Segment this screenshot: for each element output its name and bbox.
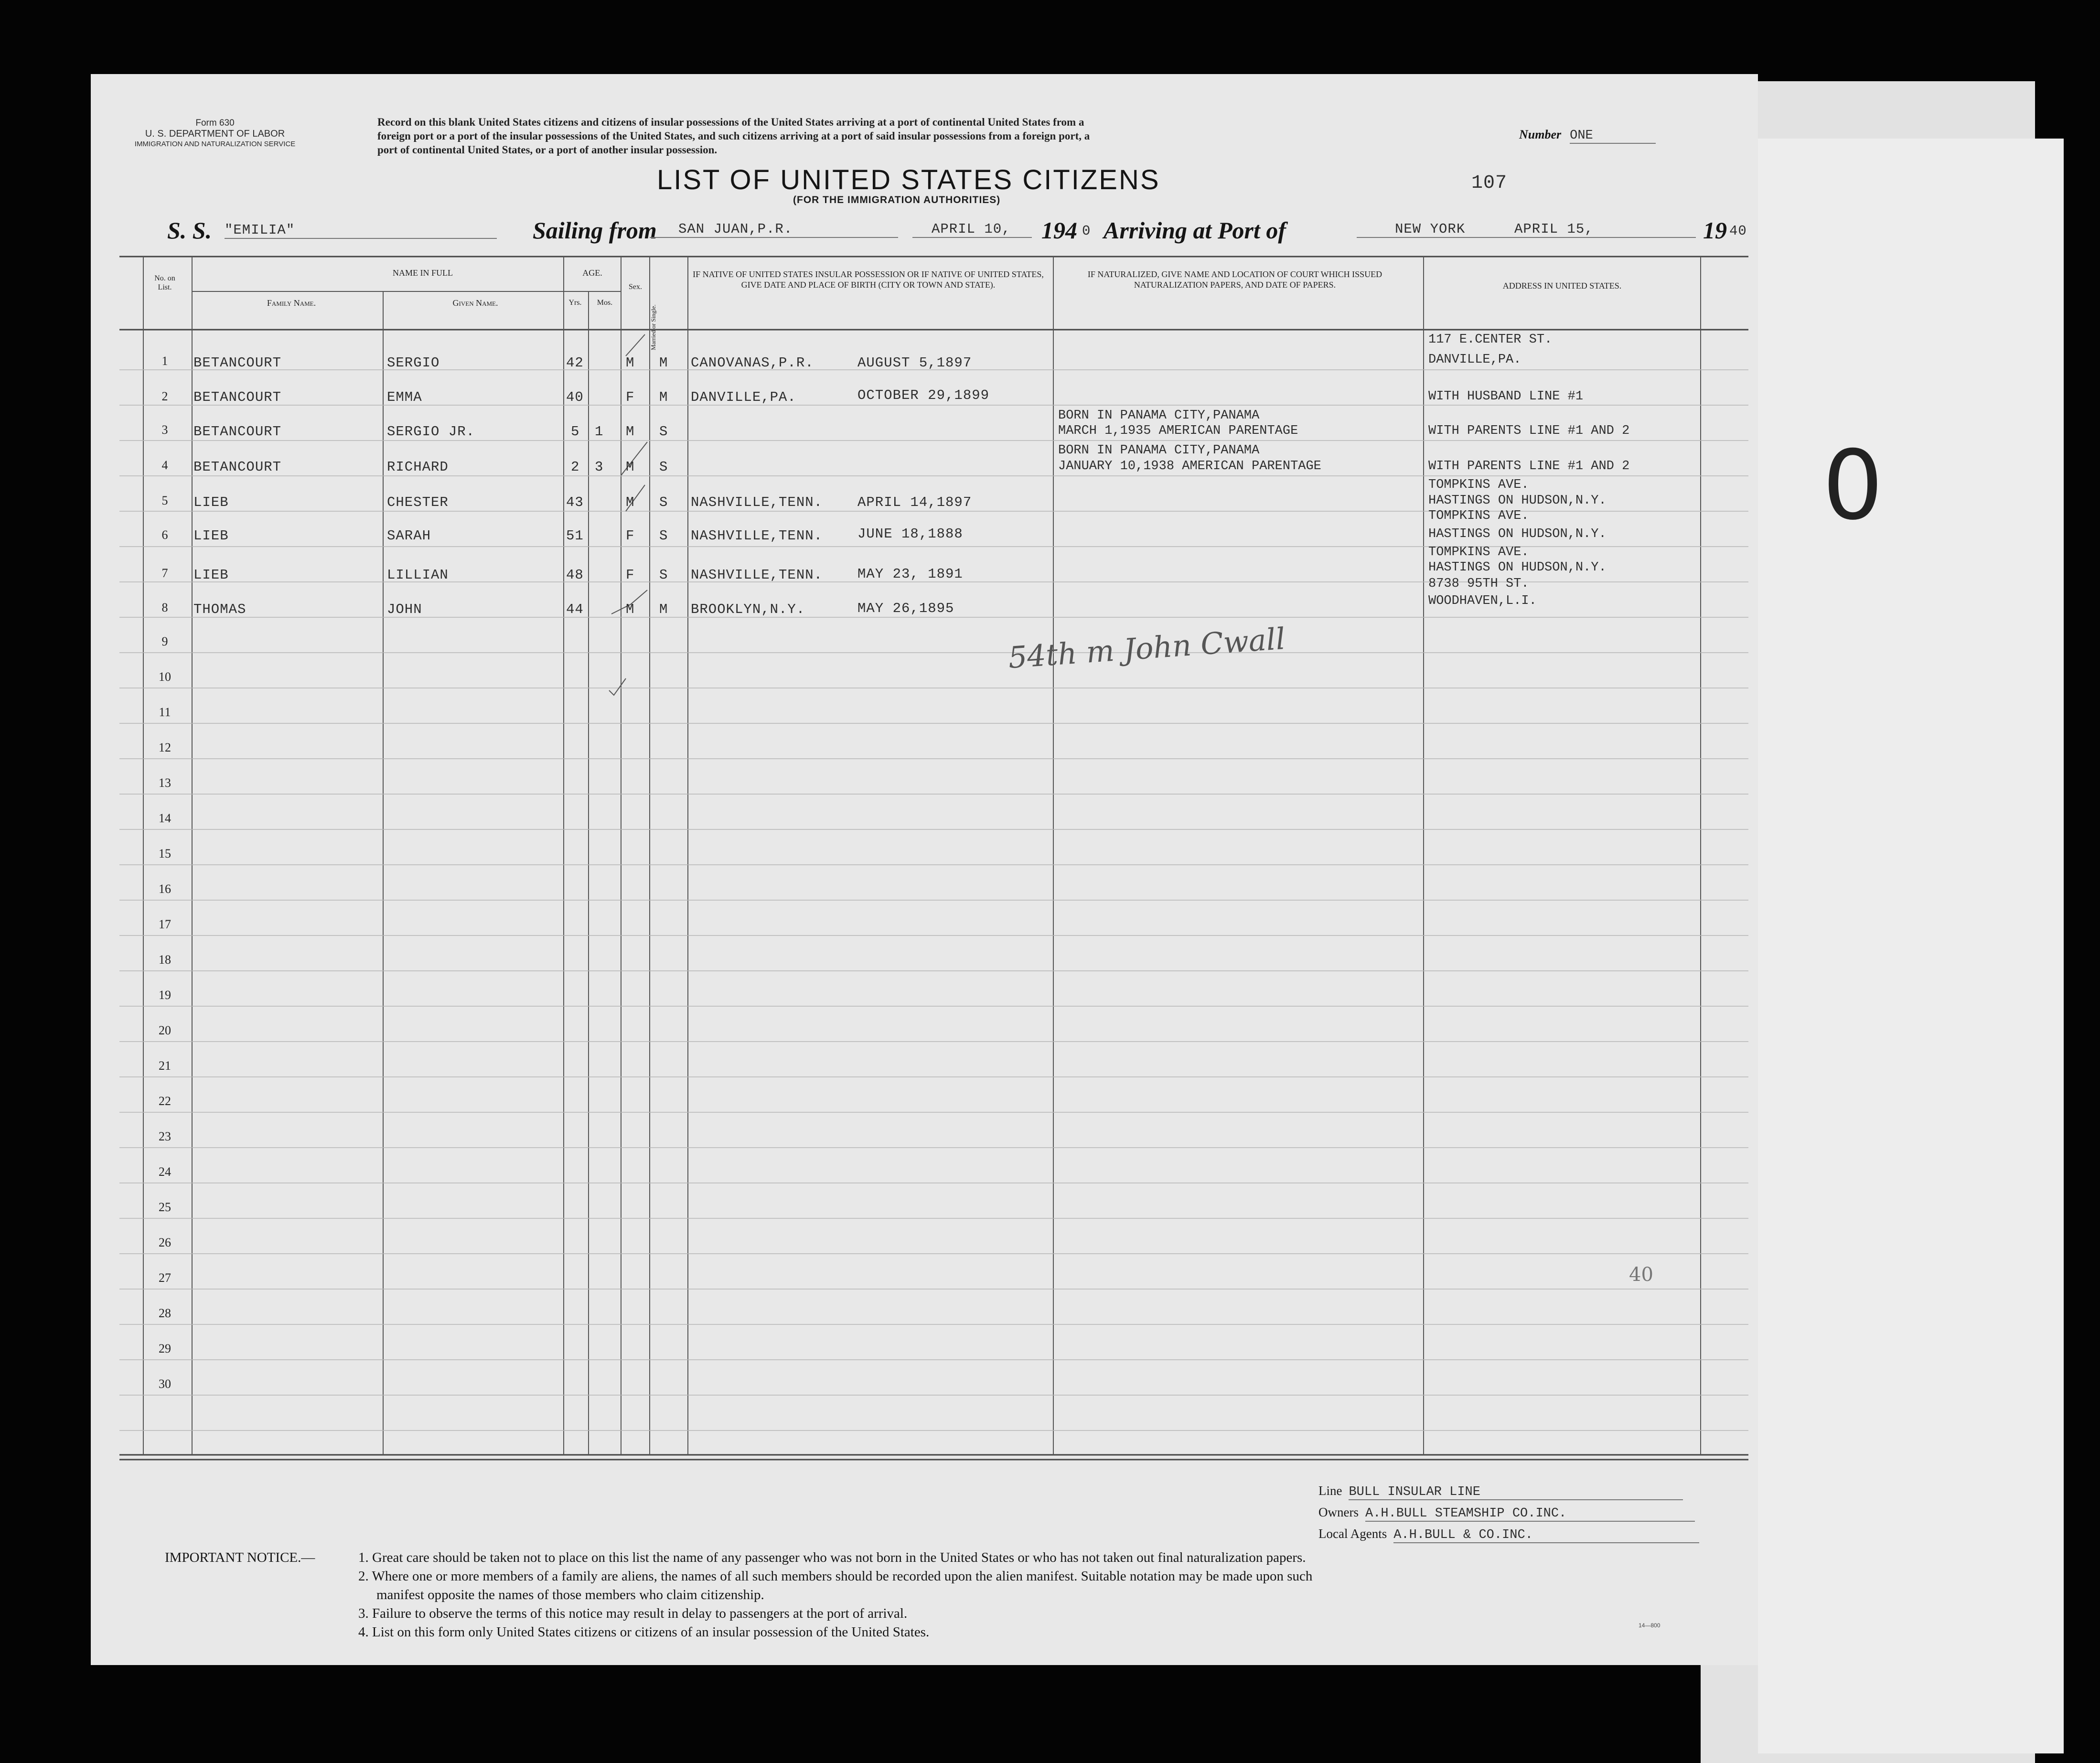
side-number: 40 bbox=[1629, 1264, 1653, 1286]
col-mos: Mos. bbox=[597, 299, 613, 307]
notice-item-4: 4. List on this form only United States citizens or citizens of an insular possession of the United States. bbox=[358, 1624, 930, 1640]
department-name: U. S. DEPARTMENT OF LABOR bbox=[145, 129, 285, 139]
notice-item-3: 3. Failure to observe the terms of this notice may result in delay to passengers at the port of arrival. bbox=[358, 1606, 908, 1621]
row-number: 2 bbox=[161, 389, 168, 403]
row-number: 23 bbox=[159, 1129, 171, 1143]
row-number: 9 bbox=[161, 634, 168, 648]
owners-value: A.H.BULL STEAMSHIP CO.INC. bbox=[1365, 1506, 1695, 1522]
row-number: 27 bbox=[159, 1271, 171, 1285]
ss-label: S. S. bbox=[167, 217, 212, 244]
family-name-cell: BETANCOURT bbox=[193, 424, 282, 440]
address-line-1: TOMPKINS AVE. bbox=[1428, 545, 1529, 559]
agents-field bbox=[1318, 1526, 1699, 1543]
row-number: 22 bbox=[159, 1094, 171, 1108]
given-name-cell: JOHN bbox=[387, 602, 422, 617]
sex-cell: F bbox=[626, 567, 635, 583]
age-years-cell: 5 bbox=[571, 424, 580, 440]
birth-place-cell: DANVILLE,PA. bbox=[691, 389, 796, 405]
arriving-year-prefix: 19 bbox=[1703, 217, 1727, 244]
notice-item-1: 1. Great care should be taken not to place on this list the name of any passenger who was not born in the United States or who has not taken out final naturalization papers. bbox=[358, 1550, 1306, 1565]
birth-place-cell: NASHVILLE,TENN. bbox=[691, 494, 823, 510]
row-number: 19 bbox=[159, 988, 171, 1002]
row-number: 24 bbox=[159, 1165, 171, 1179]
row-number: 5 bbox=[161, 494, 168, 507]
col-address: ADDRESS IN UNITED STATES. bbox=[1502, 281, 1622, 290]
marital-cell: S bbox=[659, 567, 668, 583]
birth-place-cell: BROOKLYN,N.Y. bbox=[691, 602, 805, 617]
sailing-date: APRIL 10, bbox=[912, 221, 1032, 238]
age-years-cell: 43 bbox=[566, 494, 584, 510]
line-label: Line bbox=[1318, 1484, 1342, 1498]
given-name-cell: SERGIO bbox=[387, 355, 440, 371]
sex-cell: M bbox=[626, 355, 635, 371]
row-number: 11 bbox=[159, 705, 171, 719]
marital-cell: S bbox=[659, 528, 668, 544]
birth-place-cell: NASHVILLE,TENN. bbox=[691, 528, 823, 544]
record-line-2: foreign port or a port of the insular possessions of the United States, and such citizens arriving at a port of said insular possessions from a foreign port, a bbox=[377, 130, 1090, 142]
row-number: 21 bbox=[159, 1059, 171, 1073]
line-field bbox=[1318, 1484, 1683, 1500]
marital-cell: M bbox=[659, 389, 668, 405]
print-code: 14—800 bbox=[1639, 1622, 1661, 1629]
row-number: 6 bbox=[161, 528, 168, 542]
address-line-1: 117 E.CENTER ST. bbox=[1428, 333, 1553, 347]
birth-date-cell: MAY 26,1895 bbox=[857, 601, 954, 616]
back-sheet-inner bbox=[1758, 139, 2064, 1753]
address-line-2: HASTINGS ON HUDSON,N.Y. bbox=[1428, 494, 1607, 508]
given-name-cell: CHESTER bbox=[387, 494, 449, 510]
given-name-cell: SARAH bbox=[387, 528, 431, 544]
row-number: 12 bbox=[159, 741, 171, 754]
sex-cell: F bbox=[626, 389, 635, 405]
naturalization-line-2: JANUARY 10,1938 AMERICAN PARENTAGE bbox=[1058, 459, 1321, 473]
row-number: 29 bbox=[159, 1342, 171, 1355]
sailing-year-suffix: 0 bbox=[1082, 223, 1091, 239]
line-value: BULL INSULAR LINE bbox=[1349, 1485, 1683, 1500]
row-number: 30 bbox=[159, 1377, 171, 1391]
sex-cell: M bbox=[626, 602, 635, 617]
page-subtitle: (FOR THE IMMIGRATION AUTHORITIES) bbox=[793, 194, 1001, 205]
marital-cell: M bbox=[659, 355, 668, 371]
row-number: 17 bbox=[159, 917, 171, 931]
row-number: 10 bbox=[159, 670, 171, 684]
col-birth: IF NATIVE OF UNITED STATES INSULAR POSSESSION OR IF NATIVE OF UNITED STATES, GIVE DATE AND PLACE OF BIRTH (CITY OR TOWN AND STATE). bbox=[693, 269, 1044, 290]
ship-name: "EMILIA" bbox=[225, 222, 497, 239]
sex-cell: F bbox=[626, 528, 635, 544]
page-title: LIST OF UNITED STATES CITIZENS bbox=[657, 164, 1160, 195]
address-line-1: TOMPKINS AVE. bbox=[1428, 509, 1529, 523]
birth-date-cell: OCTOBER 29,1899 bbox=[857, 387, 990, 403]
agents-value: A.H.BULL & CO.INC. bbox=[1393, 1528, 1699, 1543]
birth-date-cell: APRIL 14,1897 bbox=[857, 494, 972, 510]
birth-place-cell: NASHVILLE,TENN. bbox=[691, 567, 823, 583]
row-number: 7 bbox=[161, 566, 168, 580]
family-name-cell: BETANCOURT bbox=[193, 389, 282, 405]
page-number: 107 bbox=[1471, 172, 1508, 194]
marital-cell: M bbox=[659, 602, 668, 617]
age-years-cell: 44 bbox=[566, 602, 584, 617]
given-name-cell: RICHARD bbox=[387, 459, 449, 475]
age-months-cell: 3 bbox=[595, 459, 604, 475]
col-family-name: Family Name. bbox=[267, 298, 316, 308]
age-months-cell: 1 bbox=[595, 424, 604, 440]
row-number: 25 bbox=[159, 1200, 171, 1214]
service-name: IMMIGRATION AND NATURALIZATION SERVICE bbox=[134, 140, 296, 148]
row-number: 14 bbox=[159, 811, 171, 825]
address-line-1: TOMPKINS AVE. bbox=[1428, 478, 1529, 492]
address-line-1: 8738 95TH ST. bbox=[1428, 577, 1529, 591]
row-number: 4 bbox=[161, 458, 168, 472]
number-value: ONE bbox=[1570, 129, 1656, 144]
margin-mark: 0 bbox=[1822, 430, 1884, 541]
row-number: 15 bbox=[159, 847, 171, 860]
given-name-cell: LILLIAN bbox=[387, 567, 449, 583]
family-name-cell: LIEB bbox=[193, 494, 229, 510]
age-years-cell: 2 bbox=[571, 459, 580, 475]
age-years-cell: 48 bbox=[566, 567, 584, 583]
row-number: 13 bbox=[159, 776, 171, 790]
naturalization-line-1: BORN IN PANAMA CITY,PANAMA bbox=[1058, 443, 1260, 458]
family-name-cell: LIEB bbox=[193, 567, 229, 583]
naturalization-line-1: BORN IN PANAMA CITY,PANAMA bbox=[1058, 408, 1260, 423]
given-name-cell: EMMA bbox=[387, 389, 422, 405]
address-line-2: HASTINGS ON HUDSON,N.Y. bbox=[1428, 527, 1607, 541]
col-age: AGE. bbox=[582, 268, 602, 278]
sailing-from-value: SAN JUAN,P.R. bbox=[650, 221, 898, 238]
col-name-in-full: NAME IN FULL bbox=[393, 268, 453, 278]
notice-item-2: 2. Where one or more members of a family are aliens, the names of all such members should be recorded upon the alien manifest. Suitable notation may be made upon such bbox=[358, 1569, 1313, 1584]
family-name-cell: BETANCOURT bbox=[193, 355, 282, 371]
birth-date-cell: AUGUST 5,1897 bbox=[857, 355, 972, 371]
col-no: No. on List. bbox=[154, 274, 175, 291]
birth-date-cell: JUNE 18,1888 bbox=[857, 526, 963, 542]
arriving-label: Arriving at Port of bbox=[1104, 217, 1286, 244]
family-name-cell: LIEB bbox=[193, 528, 229, 544]
marital-cell: S bbox=[659, 459, 668, 475]
sex-cell: M bbox=[626, 459, 635, 475]
family-name-cell: THOMAS bbox=[193, 602, 246, 617]
table-grid bbox=[91, 74, 1758, 1665]
notice-item-2-cont: manifest opposite the names of those members who claim citizenship. bbox=[376, 1587, 764, 1602]
handwritten-annotation: 54th m John Cwall bbox=[1007, 621, 1286, 676]
marital-cell: S bbox=[659, 494, 668, 510]
row-number: 1 bbox=[161, 354, 168, 368]
owners-field bbox=[1318, 1505, 1695, 1522]
notice-list bbox=[358, 1548, 1758, 1642]
row-number: 26 bbox=[159, 1236, 171, 1249]
age-years-cell: 40 bbox=[566, 389, 584, 405]
address-line-2: WITH PARENTS LINE #1 AND 2 bbox=[1428, 424, 1630, 438]
row-number: 8 bbox=[161, 601, 168, 614]
birth-place-cell: CANOVANAS,P.R. bbox=[691, 355, 814, 371]
record-line-3: port of continental United States, or a port of another insular possession. bbox=[377, 144, 718, 156]
arriving-date: APRIL 15, bbox=[1514, 221, 1696, 238]
age-years-cell: 42 bbox=[566, 355, 584, 371]
address-line-2: DANVILLE,PA. bbox=[1428, 353, 1521, 367]
row-number: 18 bbox=[159, 953, 171, 967]
col-given-name: Given Name. bbox=[452, 298, 498, 308]
address-line-2: WITH HUSBAND LINE #1 bbox=[1428, 389, 1584, 404]
sailing-year-prefix: 194 bbox=[1041, 217, 1077, 244]
age-years-cell: 51 bbox=[566, 528, 584, 544]
notice-title: IMPORTANT NOTICE.— bbox=[165, 1550, 315, 1565]
arriving-year-suffix: 40 bbox=[1729, 223, 1747, 239]
marital-cell: S bbox=[659, 424, 668, 440]
sailing-from-label: Sailing from bbox=[533, 217, 657, 244]
row-number: 3 bbox=[161, 423, 168, 437]
col-naturalized: IF NATURALIZED, GIVE NAME AND LOCATION OF COURT WHICH ISSUED NATURALIZATION PAPERS, AND DATE OF PAPERS. bbox=[1087, 269, 1382, 290]
col-sex: Sex. bbox=[629, 283, 642, 291]
manifest-sheet bbox=[91, 74, 1758, 1665]
birth-date-cell: MAY 23, 1891 bbox=[857, 566, 963, 582]
record-line-1: Record on this blank United States citizens and citizens of insular possessions of the United States arriving at a port of continental United States from a bbox=[377, 116, 1084, 128]
sex-cell: M bbox=[626, 424, 635, 440]
given-name-cell: SERGIO JR. bbox=[387, 424, 475, 440]
family-name-cell: BETANCOURT bbox=[193, 459, 282, 475]
col-yrs: Yrs. bbox=[568, 299, 582, 307]
naturalization-line-2: MARCH 1,1935 AMERICAN PARENTAGE bbox=[1058, 424, 1298, 438]
tick-marks bbox=[609, 334, 647, 695]
sex-cell: M bbox=[626, 494, 635, 510]
col-married: Married or Single. bbox=[650, 304, 657, 350]
agents-label: Local Agents bbox=[1318, 1526, 1387, 1541]
number-label: Number bbox=[1519, 128, 1562, 141]
form-number: Form 630 bbox=[195, 118, 235, 128]
arriving-port: NEW YORK bbox=[1357, 221, 1624, 238]
address-line-2: WOODHAVEN,L.I. bbox=[1428, 594, 1537, 608]
row-number: 16 bbox=[159, 882, 171, 896]
owners-label: Owners bbox=[1318, 1505, 1359, 1519]
address-line-2: HASTINGS ON HUDSON,N.Y. bbox=[1428, 560, 1607, 575]
row-number: 28 bbox=[159, 1306, 171, 1320]
row-number: 20 bbox=[159, 1023, 171, 1037]
address-line-2: WITH PARENTS LINE #1 AND 2 bbox=[1428, 459, 1630, 473]
